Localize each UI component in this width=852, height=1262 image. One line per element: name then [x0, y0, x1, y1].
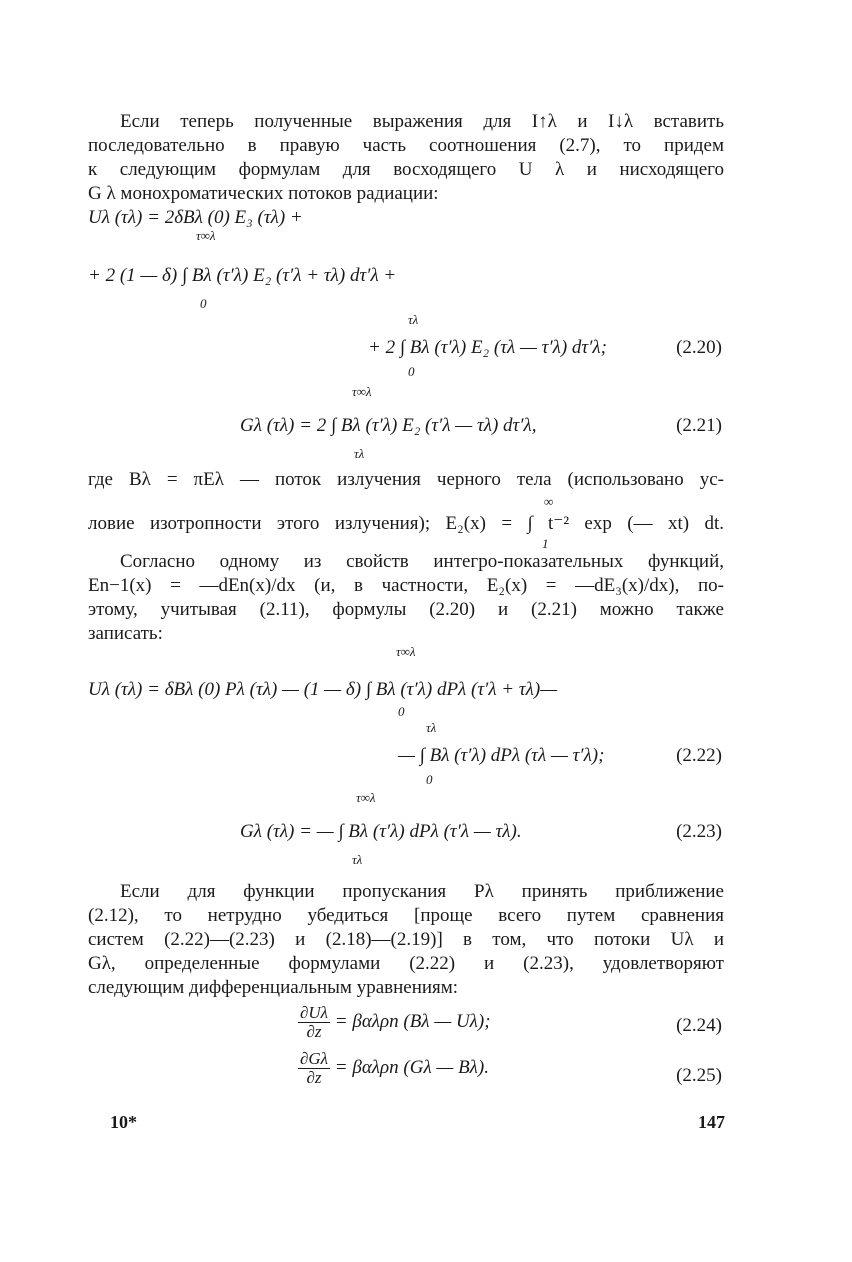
equation-number: (2.21)	[676, 415, 722, 436]
paragraph-property	[88, 550, 724, 646]
equation-number: (2.20)	[676, 337, 722, 358]
paragraph-intro	[88, 110, 724, 206]
equation-rhs: = βαλρn (Bλ — Uλ);	[334, 1010, 491, 1032]
integral-lower-limit: 0	[426, 772, 433, 787]
integral-lower-limit: 0	[408, 364, 415, 379]
text-line: Согласно одному из свойств интегро-показательных функций,	[120, 551, 724, 572]
fraction-numerator: ∂Gλ	[300, 1049, 329, 1068]
integral-lower-limit: 1	[542, 536, 549, 551]
integral-lower-limit: τλ	[352, 852, 363, 867]
equation-2-24	[298, 1004, 491, 1041]
page-number: 147	[698, 1112, 725, 1132]
equation-2-25	[298, 1050, 489, 1087]
paragraph-where-cont	[88, 512, 724, 536]
fraction-numerator: ∂Uλ	[300, 1003, 329, 1022]
integral-upper-limit: ∞	[544, 494, 554, 509]
integral-upper-limit: τ∞λ	[196, 228, 216, 243]
paragraph-approximation	[88, 880, 724, 1000]
equation-number: (2.22)	[676, 745, 722, 766]
equation-2-22-line-1: Uλ (τλ) = δBλ (0) Pλ (τλ) — (1 — δ) ∫ Bλ (τ′λ) dPλ (τ′λ + τλ)—	[88, 679, 558, 700]
integral-lower-limit: 0	[398, 704, 405, 719]
equation-2-20-line-2: + 2 (1 — δ) ∫ Bλ (τ′λ) E₂ (τ′λ + τλ) dτ′λ +	[88, 265, 397, 286]
text-line: Если теперь полученные выражения для I↑λ и I↓λ вставить	[120, 111, 724, 132]
equation-2-21: Gλ (τλ) = 2 ∫ Bλ (τ′λ) E₂ (τ′λ — τλ) dτ′λ,	[240, 415, 537, 436]
equation-2-22-line-2: — ∫ Bλ (τ′λ) dPλ (τλ — τ′λ);	[398, 745, 605, 766]
equation-2-20-line-3: + 2 ∫ Bλ (τ′λ) E₂ (τλ — τ′λ) dτ′λ;	[368, 337, 607, 358]
text-line: где Bλ = πEλ — поток излучения черного тела (использовано ус-	[88, 469, 724, 490]
integral-lower-limit: τλ	[354, 446, 365, 461]
equation-rhs: = βαλρn (Gλ — Bλ).	[334, 1056, 489, 1078]
paragraph-where	[88, 468, 724, 492]
fraction-denominator: ∂z	[306, 1068, 322, 1087]
integral-upper-limit: τ∞λ	[352, 384, 372, 399]
fraction-denominator: ∂z	[306, 1022, 322, 1041]
fraction	[298, 1050, 330, 1087]
equation-number: (2.25)	[676, 1065, 722, 1086]
equation-number: (2.23)	[676, 821, 722, 842]
fraction	[298, 1004, 330, 1041]
text-line: Gλ, определенные формулами (2.22) и (2.23), удовлетворяют	[88, 953, 724, 974]
text-line: последовательно в правую часть соотношения (2.7), то придем	[88, 135, 724, 156]
integral-upper-limit: τ∞λ	[396, 644, 416, 659]
integral-upper-limit: τλ	[408, 312, 419, 327]
equation-2-23: Gλ (τλ) = — ∫ Bλ (τ′λ) dPλ (τ′λ — τλ).	[240, 821, 522, 842]
signature-mark: 10*	[110, 1112, 137, 1132]
text-line: этому, учитывая (2.11), формулы (2.20) и (2.21) можно также	[88, 599, 724, 620]
text-line: следующим дифференциальным уравнениям:	[88, 977, 459, 998]
equation-2-20-line-1: Uλ (τλ) = 2δBλ (0) E₃ (τλ) +	[88, 207, 303, 228]
text-line: записать:	[88, 623, 163, 644]
text-line: En−1(x) = —dEn(x)/dx (и, в частности, E₂(x) = —dE₃(x)/dx), по-	[88, 575, 724, 596]
text-line: к следующим формулам для восходящего U λ и нисходящего	[88, 159, 724, 180]
text-line: G λ монохроматических потоков радиации:	[88, 183, 439, 204]
text-line: (2.12), то нетрудно убедиться [проще всего путем сравнения	[88, 905, 724, 926]
equation-number: (2.24)	[676, 1015, 722, 1036]
text-line: Если для функции пропускания Pλ принять приближение	[120, 881, 724, 902]
integral-upper-limit: τ∞λ	[356, 790, 376, 805]
integral-lower-limit: 0	[200, 296, 207, 311]
text-line: ловие изотропности этого излучения); E₂(x) = ∫ t⁻² exp (— xt) dt.	[88, 513, 724, 534]
text-line: систем (2.22)—(2.23) и (2.18)—(2.19)] в том, что потоки Uλ и	[88, 929, 724, 950]
integral-upper-limit: τλ	[426, 720, 437, 735]
